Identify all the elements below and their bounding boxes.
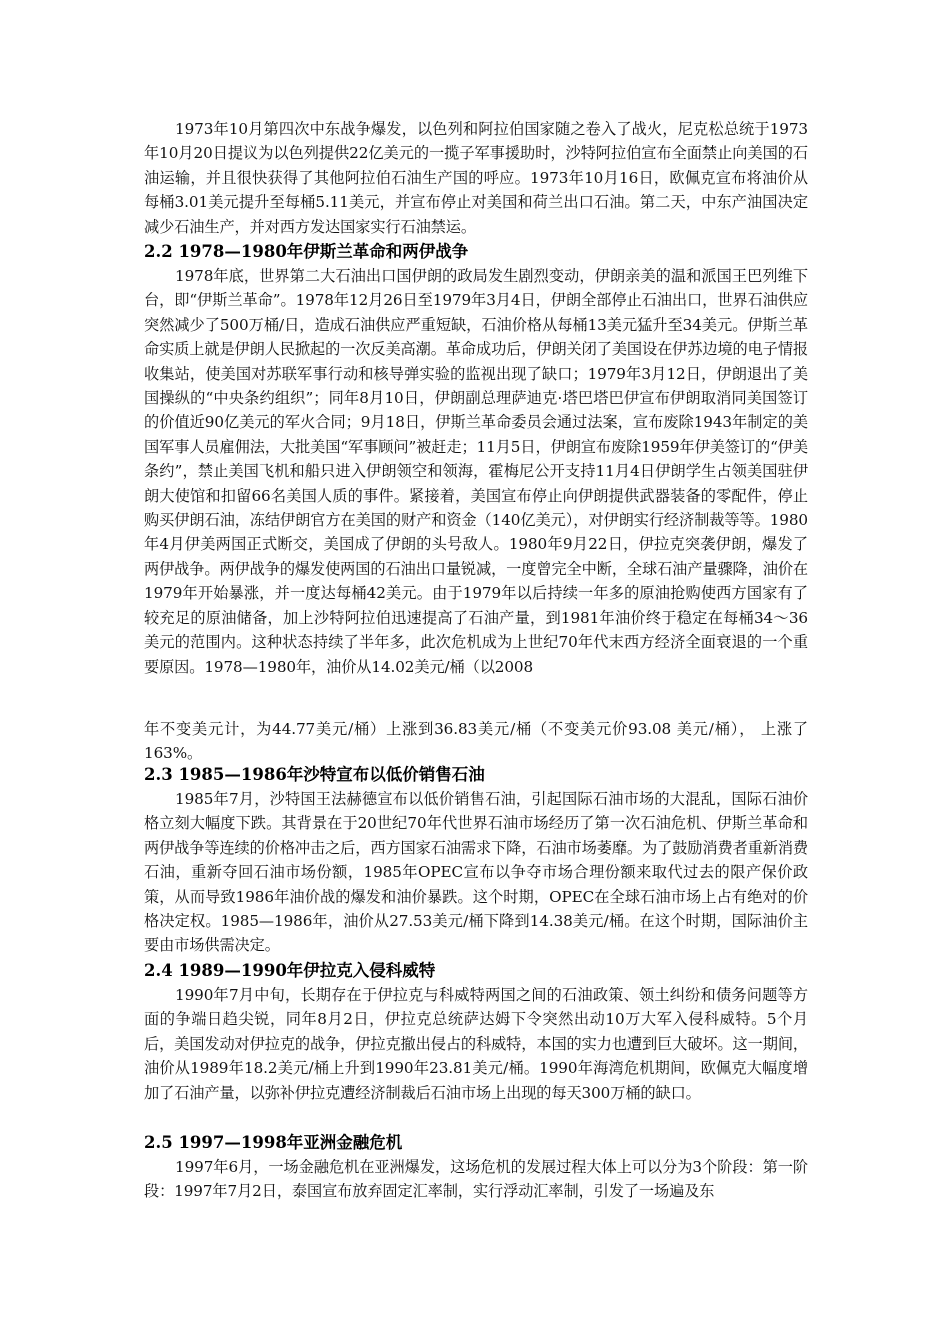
paragraph-text: 年不变美元计，为44.77美元/桶）上涨到36.83美元/桶（不变美元价93.08 美元/桶）， 上涨了163%。 [144, 720, 808, 763]
paragraph-text: 1978年底，世界第二大石油出口国伊朗的政局发生剧烈变动，伊朗亲美的温和派国王巴列维下台，即“伊斯兰革命”。1978年12月26日至1979年3月4日，伊朗全部停止石油出口，世界石油供应突然减少了500万桶/日，造成石油供应严重短缺，石油价格从每桶13美元猛升至34美元。伊斯兰革命实质上就是伊朗人民掀起的一次反美高潮。革命成功后，伊朗关闭了美国设在伊苏边境的电子情报收集站，使美国对苏联军事行动和核导弹实验的监视出现了缺口；1979年3月12日，伊朗退出了美国操纵的“中央条约组织”；同年8月10日，伊朗副总理萨迪克·塔巴塔巴伊宣布伊朗取消同美国签订的价值近90亿美元的军火合同；9月18日，伊斯兰革命委员会通过法案，宣布废除1943年制定的美国军事人员雇佣法，大批美国“军事顾问”被赶走；11月5日，伊朗宣布废除1959年伊美签订的“伊美条约”，禁止美国飞机和船只进入伊朗领空和领海，霍梅尼公开支持11月4日伊朗学生占领美国驻伊朗大使馆和扣留66名美国人质的事件。紧接着，美国宣布停止向伊朗提供武器装备的零配件，停止购买伊朗石油，冻结伊朗官方在美国的财产和资金（140亿美元），对伊朗实行经济制裁等等。1980年4月伊美两国正式断交，美国成了伊朗的头号敌人。1980年9月22日，伊拉克突袭伊朗，爆发了两伊战争。两伊战争的爆发使两国的石油出口量锐减，一度曾完全中断，全球石油产量骤降，油价在1979年开始暴涨，并一度达每桶42美元。由于1979年以后持续一年多的原油抢购使西方国家有了较充足的原油储备，加上沙特阿拉伯迅速提高了石油产量，到1981年油价终于稳定在每桶34～36美元的范围内。这种状态持续了半年多，此次危机成为上世纪70年代末西方经济全面衰退的一个重要原因。1978—1980年，油价从14.02美元/桶（以2008 [144, 267, 808, 676]
paragraph-text: 1997年6月，一场金融危机在亚洲爆发，这场危机的发展过程大体上可以分为3个阶段：第一阶段：1997年7月2日，泰国宣布放弃固定汇率制，实行浮动汇率制，引发了一场遍及东 [144, 1158, 808, 1201]
heading-number: 2.5 1997—1998 [144, 1133, 287, 1152]
heading-text: 年伊拉克入侵科威特 [286, 961, 436, 980]
heading-2-4 [144, 959, 808, 983]
paragraph-1973-oil-crisis [144, 117, 808, 239]
heading-text: 年亚洲金融危机 [286, 1133, 403, 1152]
paragraph-text: 1990年7月中旬，长期存在于伊拉克与科威特两国之间的石油政策、领土纠纷和债务问题等方面的争端日趋尖锐，同年8月2日，伊拉克总统萨达姆下令突然出动10万大军入侵科威特。5个月后，美国发动对伊拉克的战争，伊拉克撤出侵占的科威特，本国的实力也遭到巨大破坏。这一期间，油价从1989年18.2美元/桶上升到1990年23.81美元/桶。1990年海湾危机期间，欧佩克大幅度增加了石油产量，以弥补伊拉克遭经济制裁后石油市场上出现的每天300万桶的缺口。 [144, 986, 808, 1102]
paragraph-iran-revolution [144, 264, 808, 679]
paragraph-saudi-low-price [144, 787, 808, 958]
heading-number: 2.2 1978—1980 [144, 242, 287, 261]
heading-number: 2.4 1989—1990 [144, 961, 287, 980]
heading-text: 年伊斯兰革命和两伊战争 [286, 242, 469, 261]
paragraph-text: 1985年7月，沙特国王法赫德宣布以低价销售石油，引起国际石油市场的大混乱，国际石油价格立刻大幅度下跌。其背景在于20世纪70年代世界石油市场经历了第一次石油危机、伊斯兰革命和两伊战争等连续的价格冲击之后，西方国家石油需求下降，石油市场萎靡。为了鼓励消费者重新消费石油，重新夺回石油市场份额，1985年OPEC宣布以争夺市场合理份额来取代过去的限产保价政策，从而导致1986年油价战的爆发和油价暴跌。这个时期，OPEC在全球石油市场上占有绝对的价格决定权。1985—1986年，油价从27.53美元/桶下降到14.38美元/桶。在这个时期，国际油价主要由市场供需决定。 [144, 790, 808, 955]
heading-2-2 [144, 240, 808, 264]
heading-2-3 [144, 763, 808, 787]
paragraph-iran-revolution-continued [144, 717, 808, 766]
heading-text: 年沙特宣布以低价销售石油 [286, 765, 485, 784]
heading-number: 2.3 1985—1986 [144, 765, 287, 784]
paragraph-asian-financial-crisis [144, 1155, 808, 1204]
paragraph-iraq-kuwait [144, 983, 808, 1105]
heading-2-5 [144, 1131, 808, 1155]
paragraph-text: 1973年10月第四次中东战争爆发，以色列和阿拉伯国家随之卷入了战火，尼克松总统于1973年10月20日提议为以色列提供22亿美元的一揽子军事援助时，沙特阿拉伯宣布全面禁止向美国的石油运输，并且很快获得了其他阿拉伯石油生产国的呼应。1973年10月16日，欧佩克宣布将油价从每桶3.01美元提升至每桶5.11美元，并宣布停止对美国和荷兰出口石油。第二天，中东产油国决定减少石油生产，并对西方发达国家实行石油禁运。 [144, 120, 808, 236]
